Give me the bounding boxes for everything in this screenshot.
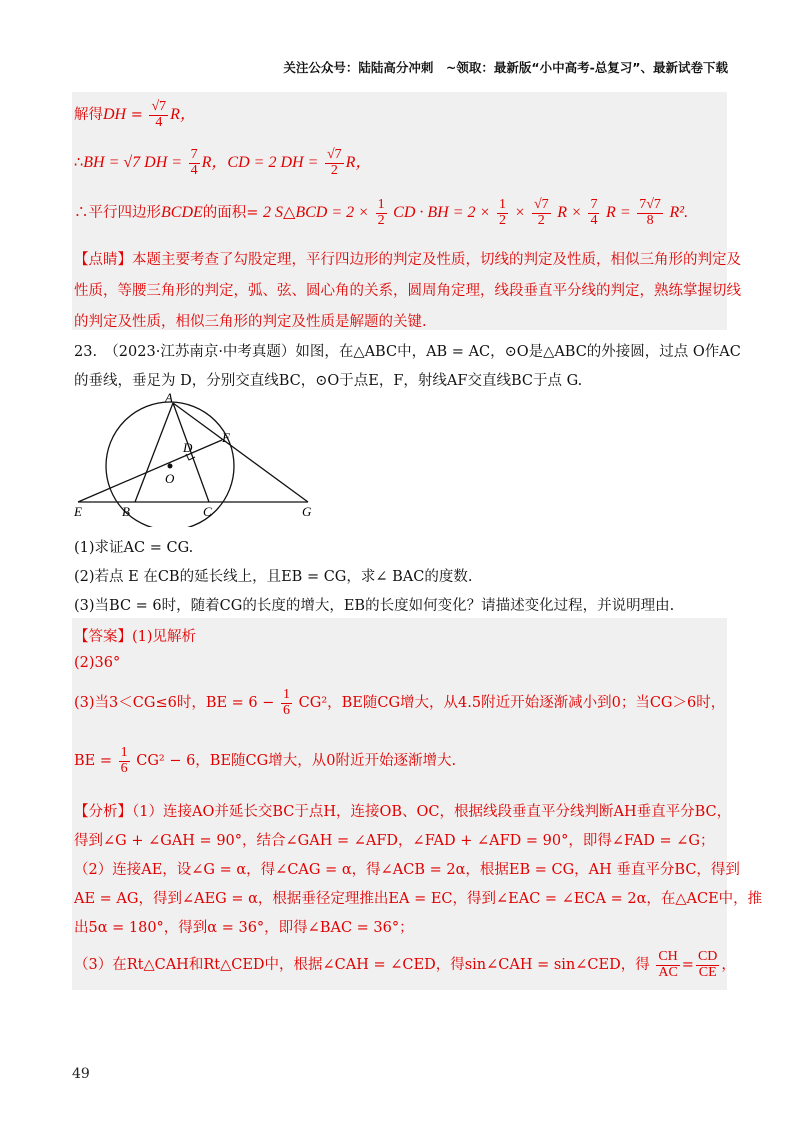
answer-line-3: (3)当3＜CG≤6时，BE = 6 − $\frac{1}{6}$ CG²，BE随CG增大，从4.5附近开始逐渐减小到0；当CG＞6时， [74,687,726,718]
answer-line-1: 【答案】(1)见解析 [74,629,197,645]
answer-line-4: BE = $\frac{1}{6}$ CG² − 6，BE随CG增大，从0附近开始逐渐增大. [74,745,457,776]
comment-line-1: 【点睛】本题主要考查了勾股定理，平行四边形的判定及性质，切线的判定及性质，相似三角形的判定及 [74,252,741,268]
page-header: 关注公众号：陆陆高分冲刺 ~领取：最新版“小中高考-总复习”、最新试卷下载 [283,60,728,75]
analysis-line-2: 得到∠G + ∠GAH = 90°，结合∠GAH = ∠AFD，∠FAD + ∠AFD = 90°，即得∠FAD = ∠G； [74,833,715,849]
label-o: O [165,471,175,486]
label-g: G [302,504,312,519]
problem-line-1: 23. （2023·江苏南京·中考真题）如图，在△ABC中，AB = AC，⊙O是△ABC的外接圆，过点 O作AC [74,344,741,360]
analysis-line-1: 【分析】（1）连接AO并延长交BC于点H，连接OB、OC，根据线段垂直平分线判断AH垂直平分BC， [74,804,732,820]
label-f: F [222,430,230,445]
question-2: (2)若点 E 在CB的延长线上，且EB = CG，求∠ BAC的度数. [74,569,473,585]
center-point [168,464,173,469]
solution-line-3: ∴平行四边形BCDE的面积= 2 S△BCD = 2 × $\frac{1}{2}$ CD · BH = 2 × $\frac{1}{2}$ × $\frac{√7}{2}$ R × $\frac{7}{4}$ R = $\frac{7√7}{8}$ R². [74,197,689,228]
line-ef [78,440,222,502]
solution-line-2: ∴BH = √7 DH = $\frac{7}{4}$ R，CD = 2 DH = $\frac{√7}{2}$ R， [74,147,372,178]
problem-line-2: 的垂线，垂足为 D，分别交直线BC，⊙O于点E，F，射线AF交直线BC于点 G. [74,373,583,389]
solution-line-1: 解得DH = $\frac{√7}{4}$ R， [74,99,196,130]
analysis-line-5: 出5α = 180°，得到α = 36°，即得∠BAC = 36°； [74,920,414,936]
comment-line-3: 的判定及性质，相似三角形的判定及性质是解题的关键. [74,314,427,330]
label-c: C [203,504,212,519]
label-d: D [183,440,193,455]
geometry-figure [60,392,330,527]
page-number: 49 [72,1066,90,1082]
label-a: A [165,392,173,405]
answer-line-2: (2)36° [74,655,121,671]
label-e: E [74,504,82,519]
question-1: (1)求证AC = CG. [74,540,194,556]
analysis-line-4: AE = AG，得到∠AEG = α，根据垂径定理推出EA = EC，得到∠EAC = ∠ECA = 2α，在△ACE中，推 [74,891,763,907]
label-b: B [122,504,130,519]
comment-line-2: 性质，等腰三角形的判定，弧、弦、圆心角的关系，圆周角定理，线段垂直平分线的判定，熟练掌握切线 [74,283,741,299]
analysis-line-6: （3）在Rt△CAH和Rt△CED中，根据∠CAH = ∠CED，得sin∠CAH = sin∠CED，得 $\frac{CH}{AC}$ = $\frac{CD}{CE}$ ， [74,949,736,980]
analysis-line-3: （2）连接AE，设∠G = α，得∠CAG = α，得∠ACB = 2α，根据EB = CG，AH 垂直平分BC，得到 [74,862,740,878]
segment-ab [135,403,173,502]
question-3: (3)当BC = 6时，随着CG的长度的增大，EB的长度如何变化？请描述变化过程，并说明理由. [74,598,675,614]
